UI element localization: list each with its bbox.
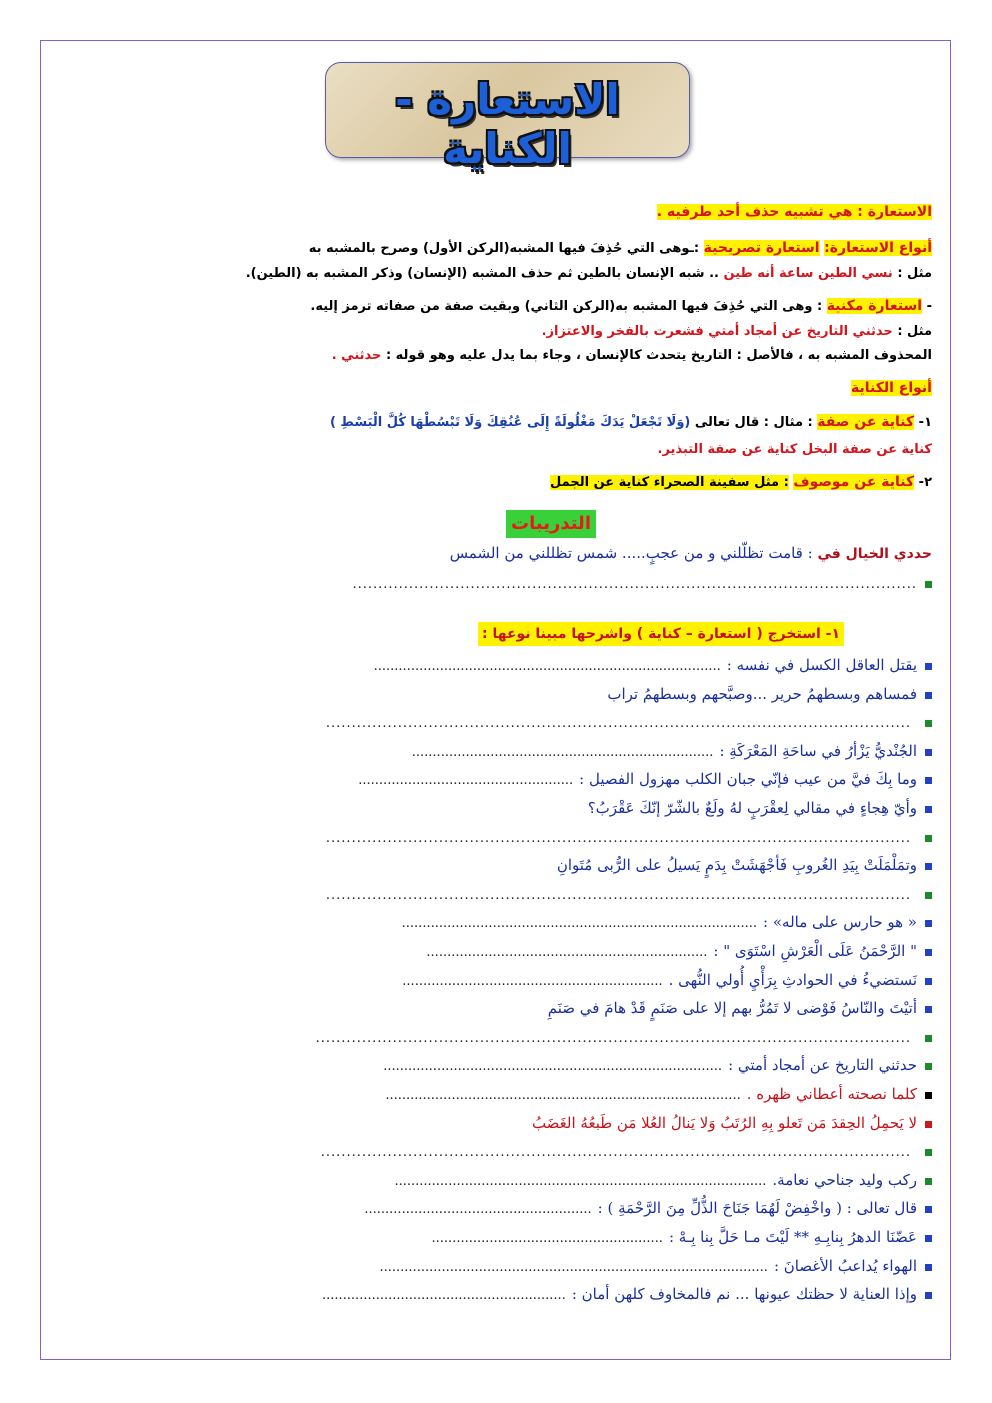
example1-quote: نسي الطين ساعة أنه طين [723,266,893,281]
exercise-item [402,969,932,993]
exercise-text: " الرَّحْمَنُ عَلَى الْعَرْشِ اسْتَوَى " : [713,942,917,960]
bullet-icon [925,835,932,842]
bullet-icon [925,1063,932,1070]
exercise-text: الجُنْديُّ يَزْأرُ في ساحَةِ المَعْرَكَةِ : [719,742,917,760]
kinaya1-number: ١- [918,415,932,430]
bullet-icon [925,1092,932,1099]
exercise-text: الهواء يُداعبُ الأغصانَ : [773,1257,917,1275]
exercise-item [326,883,932,907]
exercise-item [532,1112,932,1134]
definition-term: الاستعارة [867,204,932,220]
exercise-item [394,1169,932,1193]
exercise-text: نَستضيءُ في الحوادثِ بِرَأْيِ أُولي النُّهى . [668,971,917,989]
answer-dots[interactable]: .................................................... [358,773,574,788]
exercise-item [321,1140,932,1164]
bullet-icon [925,1035,932,1042]
kinaya1-name: كناية عن صفة [817,414,915,430]
exercise-item [412,740,932,764]
definition-text: هي تشبيه حذف أحد طرفيه . [656,204,853,220]
exercise-text: لا يَحمِلُ الحِقدَ مَن تَعلو بِهِ الرُتَبُ وَلا يَنالُ العُلا مَن طَبعُهُ الغَضَبُ [531,1114,917,1132]
q0-prefix: حددي الخيال في [817,546,932,562]
exercise-item [326,711,932,735]
kinaya2-name: كناية عن موصوف [793,474,915,490]
bullet-icon [925,581,932,588]
bullet-icon [925,920,932,927]
types-line [309,238,932,259]
kinaya1-line [330,412,932,433]
bullet-icon [925,1292,932,1299]
exercise-item [316,1026,932,1050]
answer-dots[interactable]: .................................................................................................................. [325,888,911,903]
kinaya1-intro: : مثال : قال تعالى [694,415,813,430]
exercise-item [374,654,932,678]
bullet-icon [925,663,932,670]
kinaya1-note-line [658,440,932,460]
bullet-icon [925,1149,932,1156]
page-title: الاستعارة - الكناية [395,75,620,173]
definition-sep: : [852,204,868,220]
explicit-name: استعارة تصريحية [703,240,820,256]
kinaya2-line [550,472,932,493]
answer-dots[interactable]: ............................................................... [402,974,663,989]
answer-dots[interactable]: ........................................................... [322,1288,566,1303]
bullet-icon [925,720,932,727]
bullet-icon [925,749,932,756]
bullet-icon [925,863,932,870]
exercise-text: فمساهم وبسطهمُ حرير ...وصبَّحهم وبسطهمُ تراب [607,685,917,703]
example1-label: مثل : [897,266,932,281]
exercise-text: أتيْتَ والنّاسُ فَوْضى لا تَمُرُّ بهم إلا على صَنَمٍ قَدْ هامَ في صَنَمِ [547,999,917,1017]
answer-dots[interactable]: ......................................................................... [411,745,714,760]
exercise-text: كلما نصحته أعطاني ظهره . [746,1085,917,1103]
answer-dots[interactable]: .................................................................................................................. [325,716,911,731]
answer-dots[interactable]: .............................................................................................................. [352,577,917,592]
answer-dots[interactable]: .................................................................................... [373,659,721,674]
types-label: أنواع الاستعارة: [824,240,932,256]
bullet-icon [925,1264,932,1271]
exercise-item [402,911,932,935]
example2-quote: حدثني التاريخ عن أمجاد أمتي فشعرت بالفخر والاعتزاز. [541,324,893,339]
exercise-item [607,683,932,705]
kinaya1-verse: (وَلَا تَجْعَلْ يَدَكَ مَغْلُولَةً إِلَى عُنُقِكَ وَلَا تَبْسُطْهَا كُلَّ الْبَسْطِ ) [329,415,691,430]
exercise-item [383,1054,932,1078]
answer-dots[interactable]: .................................................................... [426,945,708,960]
bullet-icon [925,1178,932,1185]
answer-dots[interactable]: .................................................................................................................. [325,831,911,846]
kinaya2-text: : مثل سفينة الصحراء كناية عن الجمل [550,475,789,490]
q0-text: : قامت تظلّلني و من عجبٍ..... شمس تظللني من الشمس [449,544,813,562]
exercise-text: حدثني التاريخ عن أمجاد أمتي : [728,1056,917,1074]
exercise-item [322,1283,932,1307]
exercise-text: ركب وليد جناحي نعامة. [772,1171,917,1189]
example2-word: حدثني . [331,348,382,363]
exercise-text: « هو حارس على ماله» : [763,913,917,931]
implicit-prefix: - [926,299,932,314]
bullet-icon [925,1006,932,1013]
answer-dots[interactable]: ................................................................................................................... [320,1145,911,1160]
q0-line [450,542,932,565]
kinaya1-note: كناية عن صفة البخل كناية عن صفة التبذير. [657,442,932,457]
bullet-icon [925,892,932,899]
implicit-text: : وهى التي حُذِفَ فيها المشبه به(الركن الثاني) وبقيت صفة من صفاته ترمز إليه. [310,299,823,314]
exercise-item [432,1226,932,1250]
exercise-item [358,768,932,792]
exercise-text: وأيّ هِجاءٍ في مقالي لِعقْرَبٍ لهُ ولَعٌ بالشّرّ إنّكَ عَقْرَبُ؟ [587,799,917,817]
q0-answer-line [352,572,932,596]
example1-rest: .. شبه الإنسان بالطين ثم حذف المشبه (الإنسان) وذكر المشبه به (الطين). [245,266,719,281]
bullet-icon [925,806,932,813]
exercise-item [364,1197,932,1221]
title-banner [325,62,690,173]
answer-dots[interactable]: .............................................................................................. [379,1260,768,1275]
exercise-text: قال تعالى : ( واخْفِضْ لَهُمَا جَنَاحَ الذُّلِّ مِنَ الرَّحْمَةِ ) : [597,1199,917,1217]
example2-explanation-line [332,346,932,366]
kinaya-heading-line [851,378,932,398]
answer-dots[interactable]: ........................................................ [431,1231,663,1246]
exercise-item [426,940,932,964]
bullet-icon [925,949,932,956]
bullet-icon [925,1235,932,1242]
exercise-text: يقتل العاقل الكسل في نفسه : [726,656,917,674]
example2-label: مثل : [897,324,932,339]
answer-dots[interactable]: ...................................................................................... [385,1088,741,1103]
implicit-name: استعارة مكنية [826,298,923,314]
definition-line [657,202,932,222]
exercise-item [380,1255,933,1279]
answer-dots[interactable]: .......................................................................................... [394,1174,767,1189]
answer-dots[interactable]: .................................................................................. [383,1059,723,1074]
example1-line [246,264,932,284]
exercise-text: وإذا العناية لا حظتك عيونها ... نم فالمخاوف كلهن أمان : [571,1285,917,1303]
kinaya-heading: أنواع الكناية [851,380,932,396]
bullet-icon [925,692,932,699]
bullet-icon [925,1121,932,1128]
exercise-item [588,797,932,819]
bullet-icon [925,978,932,985]
answer-dots[interactable]: .................................................................................................................... [315,1031,911,1046]
exercise-item [385,1083,932,1107]
exercise-item [557,854,932,876]
answer-dots[interactable]: ....................................................... [364,1202,592,1217]
exercise-text: عَضّنَا الدهرُ بِنابِـهِ ** لَيْتَ مـا حَلَّ بِنا بِـهْ : [668,1228,917,1246]
task-heading: ١- استخرج ( استعارة – كناية ) واشرحها مبينا نوعها : [478,622,844,646]
exercise-text: وتمَلْمَلَتْ بِيَدِ الغُروبِ فَأجْهَشَتْ بِدَمٍ يَسيلُ على الرُّبى مُتَوانِ [556,856,917,874]
explicit-text: :ـوهى التي حُذِفَ فيها المشبه(الركن الأول) وصرح بالمشبه به [308,241,700,256]
bullet-icon [925,1206,932,1213]
answer-dots[interactable]: ...................................................................................... [401,916,758,931]
exercise-item [326,826,932,850]
kinaya2-number: ٢- [918,475,932,490]
example2-explanation: المحذوف المشبه به ، فالأصل : التاريخ يتحدث كالإنسان ، وجاء بما يدل عليه وهو قوله : [385,348,932,363]
training-heading: التدريبات [506,510,596,538]
exercise-text: وما بِكَ فيَّ من عيب فإنّي جبان الكلب مهزول الفصيل : [579,770,917,788]
implicit-line [310,296,932,317]
exercise-item [548,997,932,1019]
example2-line [542,322,932,342]
bullet-icon [925,777,932,784]
